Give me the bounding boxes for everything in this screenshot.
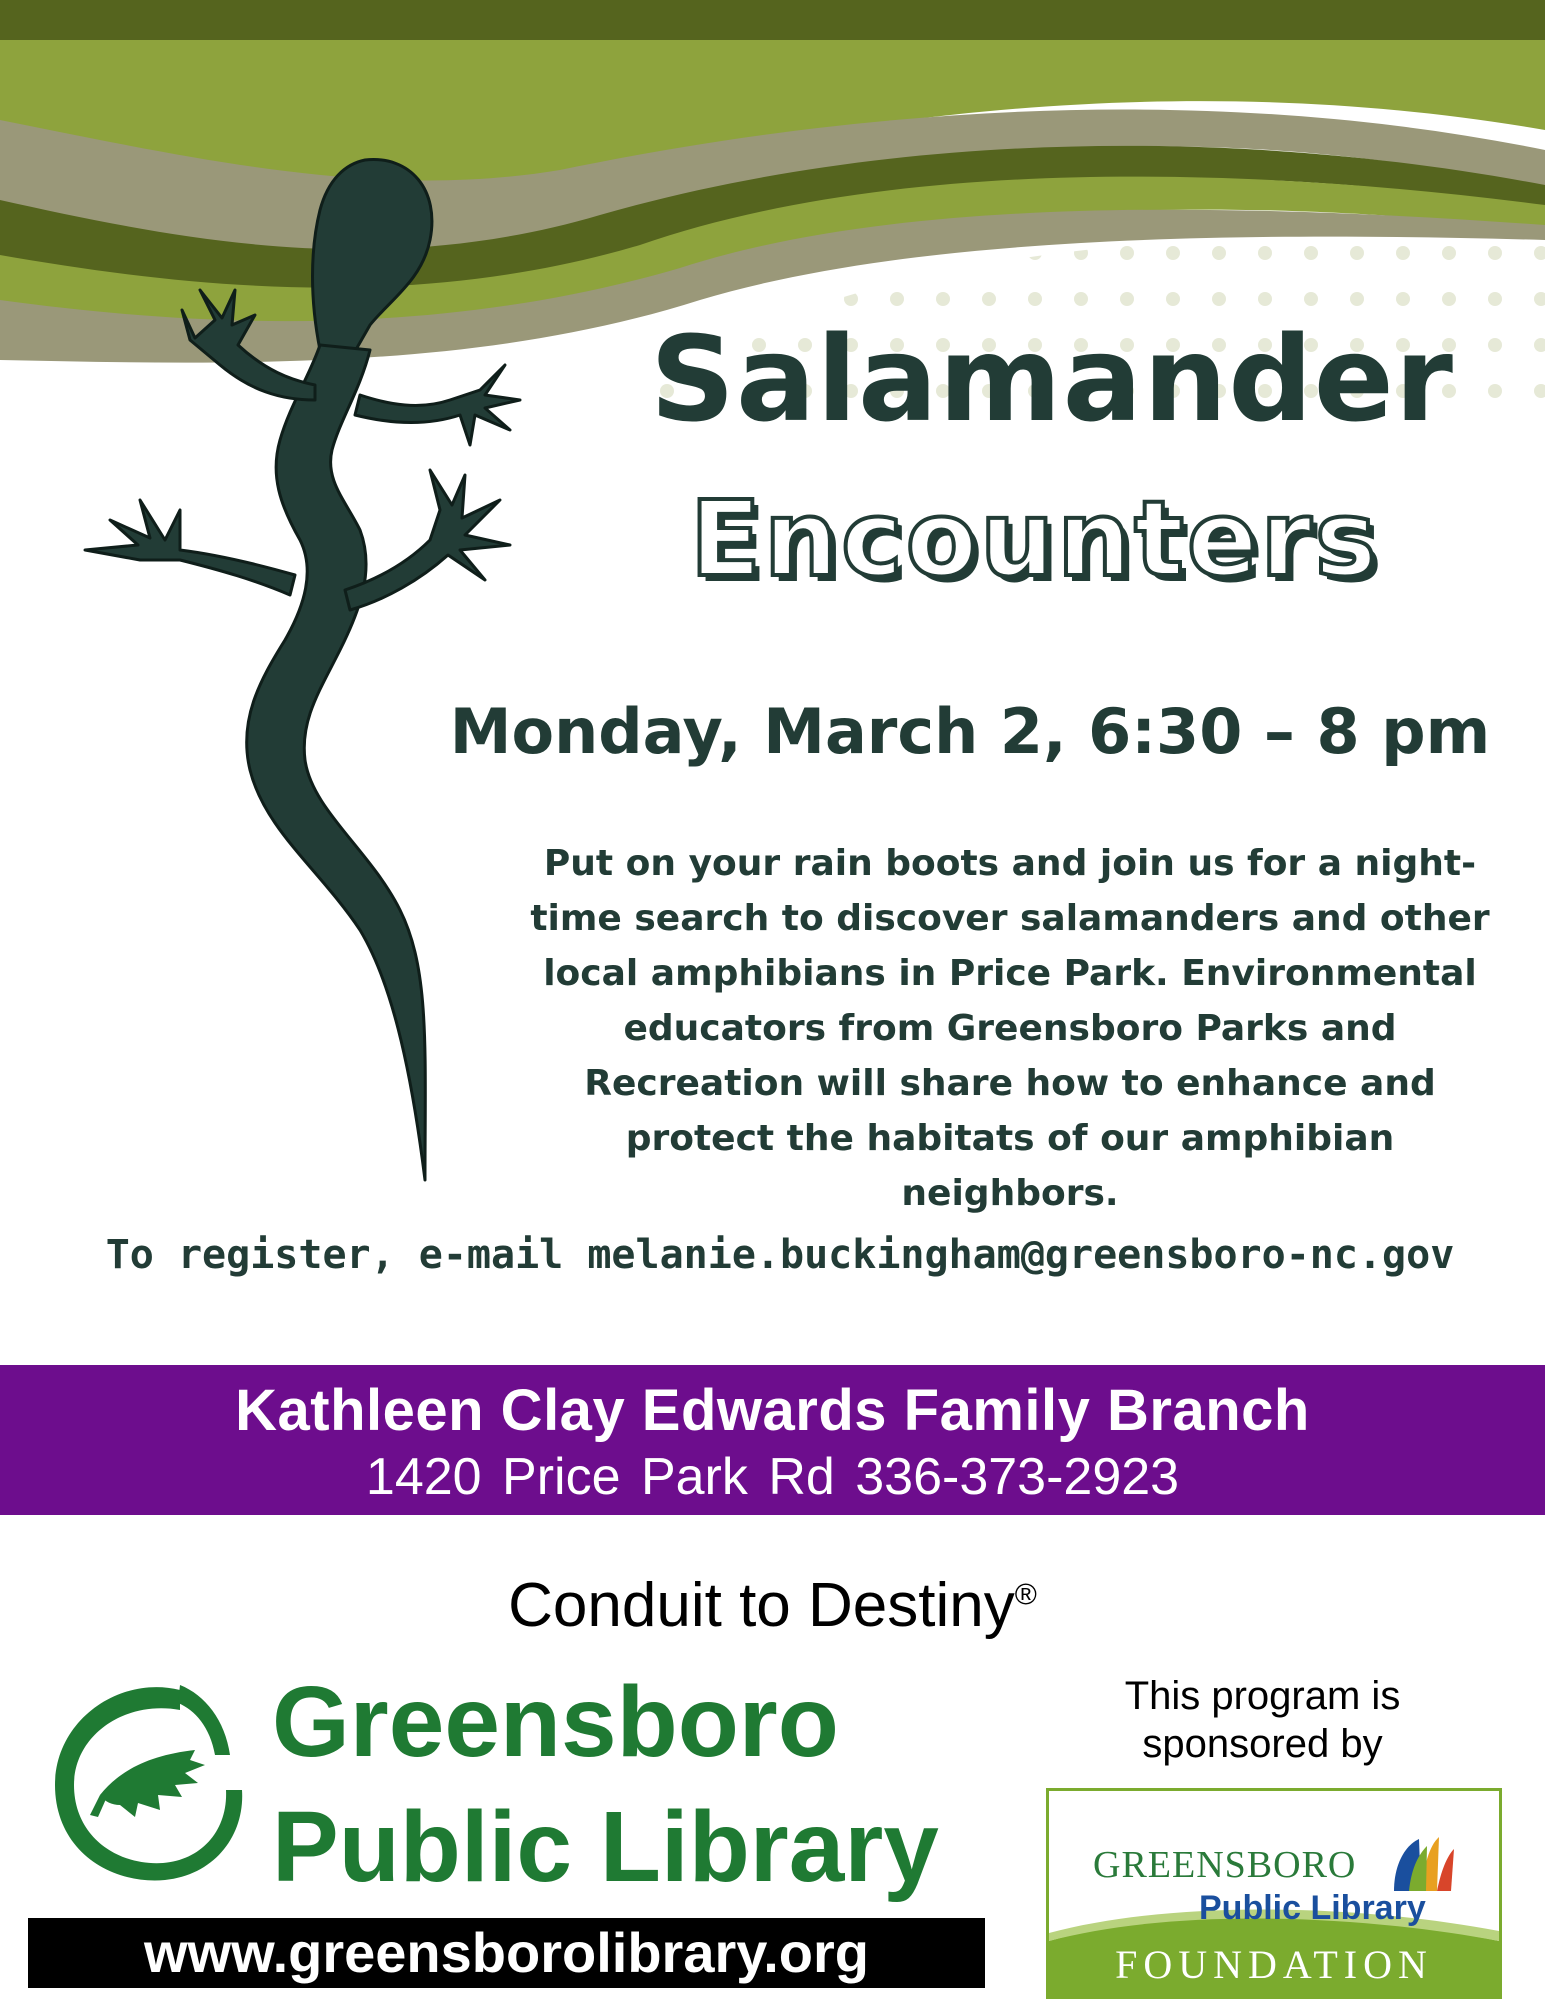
registration-info: To register, e-mail melanie.buckingham@greensboro-nc.gov xyxy=(105,1232,1455,1278)
foundation-library: Public Library xyxy=(1199,1889,1426,1927)
library-url[interactable]: www.greensborolibrary.org xyxy=(28,1918,985,1988)
sponsor-note xyxy=(1090,1672,1435,1768)
branch-banner xyxy=(0,1365,1545,1515)
branch-name: Kathleen Clay Edwards Family Branch xyxy=(235,1378,1310,1443)
library-name-line1: Greensboro xyxy=(272,1666,839,1778)
sponsor-line1: This program is xyxy=(1124,1674,1401,1718)
foundation-logo xyxy=(1046,1788,1502,1999)
salamander-silhouette-icon xyxy=(70,150,550,1190)
foundation-word: FOUNDATION xyxy=(1115,1942,1433,1987)
event-datetime: Monday, March 2, 6:30 – 8 pm xyxy=(449,695,1491,768)
event-title-line1: Salamander xyxy=(650,310,1454,448)
library-leaf-logo-icon xyxy=(30,1665,260,1895)
library-name-line2: Public Library xyxy=(272,1791,939,1903)
event-description: Put on your rain boots and join us for a night-time search to discover salamanders and other local amphibians in Price Park. Environmental educators from Greensboro Parks and Recreation will share how to enhance and protect the habitats of our amphibian neighbors. xyxy=(530,843,1490,1214)
foundation-name: GREENSBORO xyxy=(1093,1844,1357,1886)
event-title-line2: Encounters xyxy=(690,478,1380,600)
branch-address: 1420 Price Park Rd 336-373-2923 xyxy=(365,1448,1180,1506)
library-tagline xyxy=(0,1570,1545,1641)
sponsor-line2: sponsored by xyxy=(1142,1722,1383,1766)
tagline-text: Conduit to Destiny xyxy=(508,1571,1015,1640)
registered-mark: ® xyxy=(1014,1578,1037,1612)
